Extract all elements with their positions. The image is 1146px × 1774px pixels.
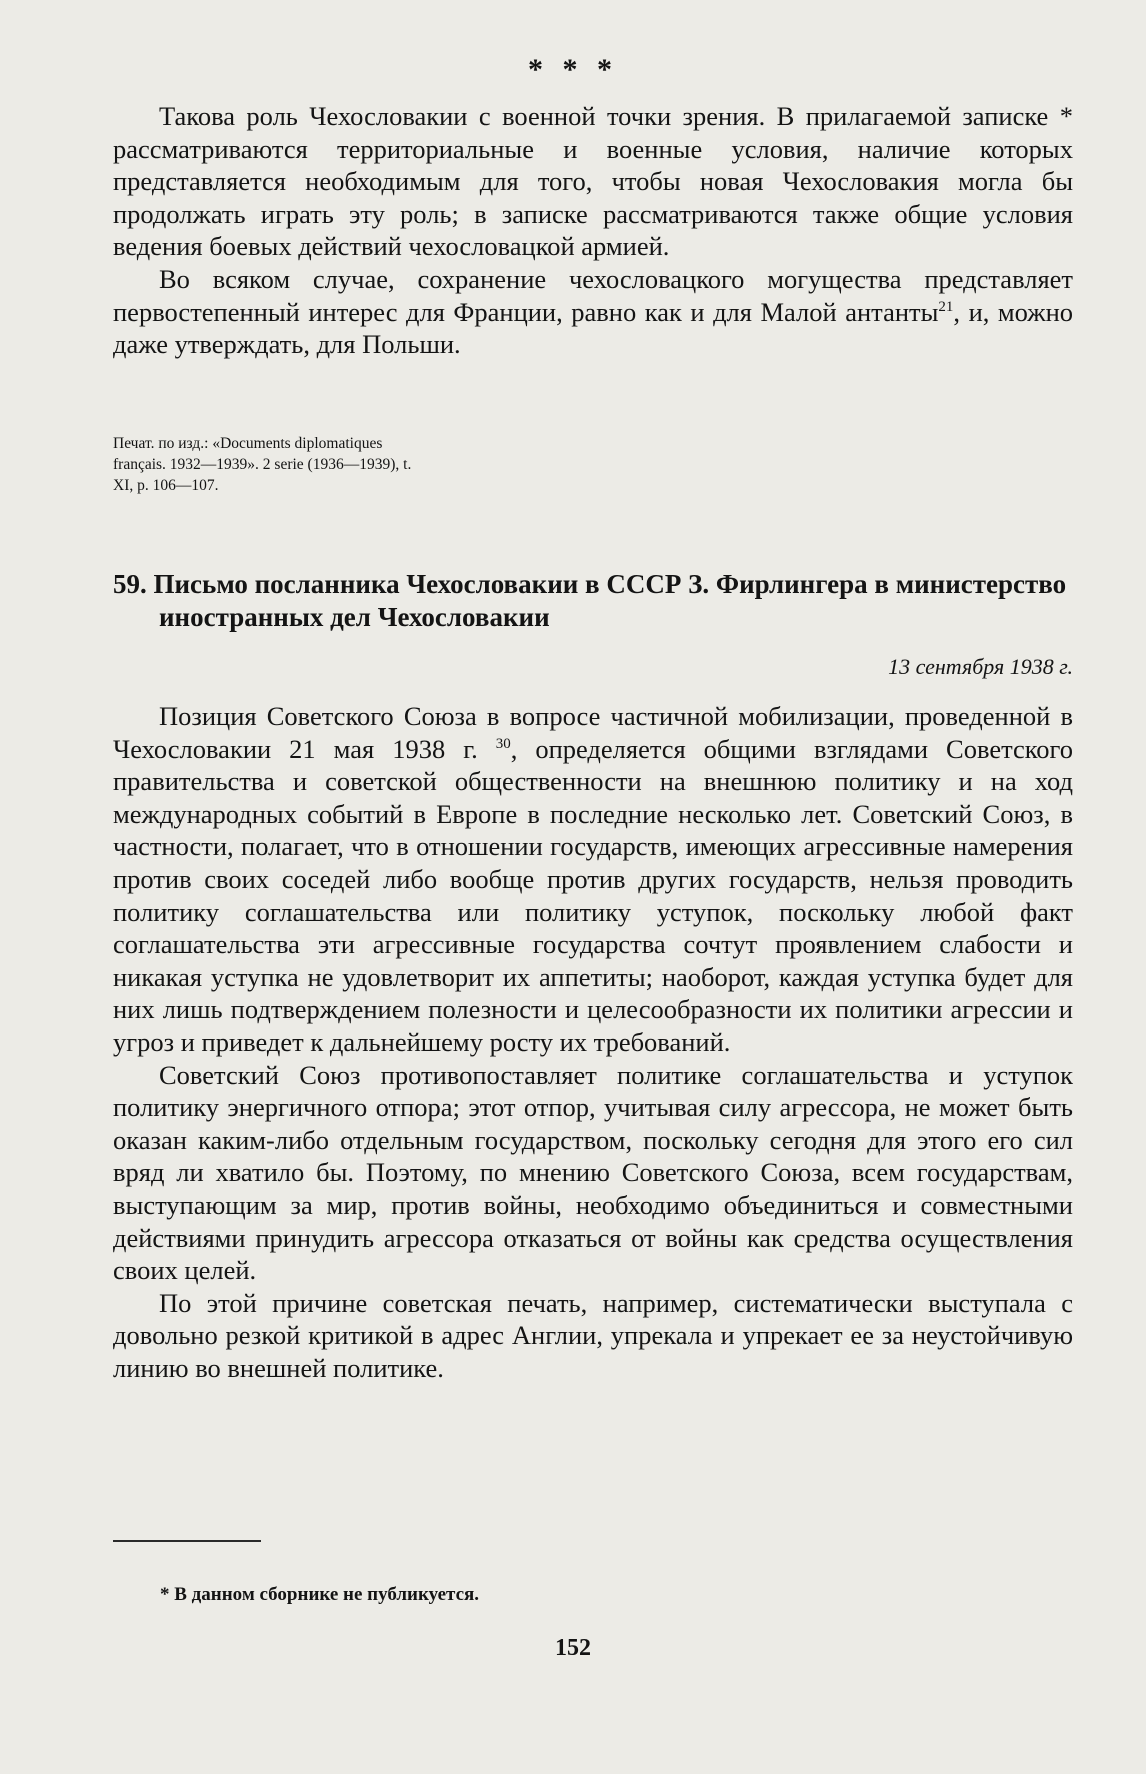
date-block [113,652,1073,682]
heading-text: Письмо посланника Чехословакии в СССР З. Фирлингера в министерство иностранных дел Чехословакии [153,569,1067,632]
document-date: 13 сентября 1938 г. [888,654,1073,679]
endnote-ref-21: 21 [938,298,954,315]
page-number: 152 [555,1635,591,1661]
paragraph-4: Советский Союз противопоставляет политике соглашательства и уступок политику энергичного отпора; этот отпор, учитывая силу агрессора, не может быть оказан каким-либо отдельным государством, поскольку сегодня для этого его сил вряд ли хватило бы. Поэтому, по мнению Советского Союза, всем государствам, выступающим за мир, против войны, необходимо объединиться и совместными действиями принудить агрессора отказаться от войны как средства осуществления своих целей. [113,1059,1073,1286]
section-separator: * * * [528,53,618,86]
source-note: Печат. по изд.: «Documents diplomatiques français. 1932—1939». 2 serie (1936—1939), t. XI, p. 106—107. [113,435,412,494]
paragraph-3-text-b: , определяется общими взглядами Советского правительства и советской общественности на внешнюю политику и на ход международных событий в Европе в последние несколько лет. Советский Союз, в частности, полагает, что в отношении государств, имеющих агрессивные намерения против своих соседей либо вообще против других государств, нельзя проводить политику соглашательства или политику уступок, поскольку любой факт соглашательства эти агрессивные государства сочтут проявлением слабости и никакая уступка не удовлетворит их аппетиты; наоборот, каждая уступка будет для них лишь подтверждением полезности и целесообразности их политики агрессии и угроз и приведет к дальнейшему росту их требований. [113,733,1074,1057]
document-heading [113,568,1073,634]
paragraph-3 [113,700,1073,1059]
body-top [113,100,1073,361]
body-main [113,700,1073,1384]
paragraph-3-text-a: Позиция Советского Союза в вопросе частичной мобилизации, проведенной в Чехословакии 21 мая 1938 г. [113,701,1073,764]
paragraph-1: Такова роль Чехословакии с военной точки зрения. В прилагаемой записке * рассматриваются территориальные и военные условия, наличие которых представляется необходимым для того, чтобы новая Чехословакия могла бы продолжать играть эту роль; в записке рассматриваются также общие условия ведения боевых действий чехословацкой армией. [113,101,1073,262]
footnote-rule [113,1540,261,1542]
heading-number: 59. [113,569,147,599]
document-heading-block [113,568,1073,634]
paragraph-5: По этой причине советская печать, например, систематически выступала с довольно резкой критикой в адрес Англии, упрекала и упрекает ее за неустойчивую линию во внешней политике. [113,1287,1073,1383]
source-block [113,433,1073,496]
footnote: * В данном сборнике не публикуется. [160,1584,480,1605]
paragraph-2-text-b: , и, можно даже утверждать, для Польши. [113,296,1073,360]
paragraph-2-text-a: Во всяком случае, сохранение чехословацкого могущества представляет первостепенный интерес для Франции, равно как и для Малой антанты [113,263,1073,327]
endnote-ref-30: 30 [495,735,511,752]
paragraph-2 [113,263,1073,361]
